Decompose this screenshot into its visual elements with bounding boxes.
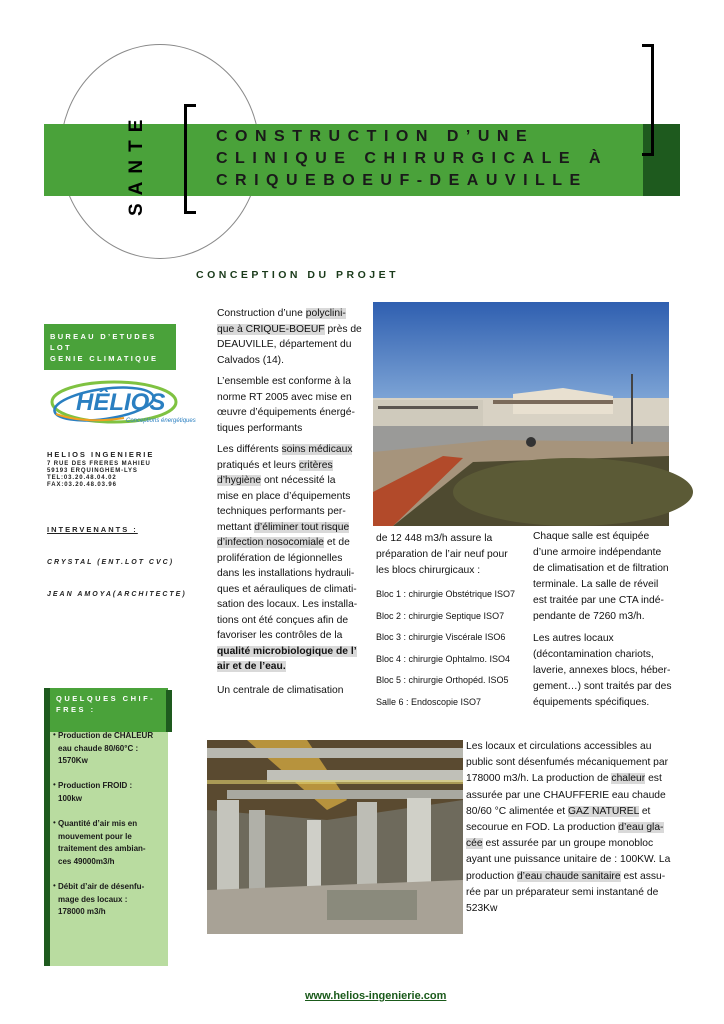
text-run: 178000 m3/h. La production de bbox=[466, 773, 612, 785]
highlight-text: d’eau gla- bbox=[618, 822, 664, 834]
column-2 bbox=[376, 531, 528, 579]
figure-line: ces 49000m3/h bbox=[58, 856, 115, 866]
text-run: gement…) sont traités par des bbox=[533, 681, 672, 692]
column-3 bbox=[533, 529, 681, 717]
paragraph bbox=[533, 631, 681, 711]
text-run: et bbox=[638, 805, 651, 817]
intervenant-item: JEAN AMOYA(ARCHITECTE) bbox=[47, 591, 187, 598]
text-line bbox=[466, 869, 680, 885]
text-line: préparation de l’air neuf pour bbox=[376, 549, 508, 560]
highlight-text: GAZ NATUREL bbox=[568, 805, 639, 817]
text-run: ques et aérauliques de climati- bbox=[217, 583, 357, 595]
text-run: équipements spécifiques. bbox=[533, 697, 650, 708]
vertical-label-text: SANTE bbox=[126, 111, 147, 216]
text-line bbox=[466, 804, 680, 820]
phone: TEL:03.20.48.04.02 bbox=[47, 475, 117, 481]
text-run: Chaque salle est équipée bbox=[533, 531, 650, 542]
address-line: 7 RUE DES FRERES MAHIEU bbox=[47, 461, 151, 467]
highlight-text: critères bbox=[298, 459, 333, 471]
clinic-photo-image bbox=[373, 302, 669, 526]
bottom-paragraph bbox=[466, 739, 680, 917]
text-line bbox=[466, 739, 680, 755]
paragraph bbox=[533, 529, 681, 625]
bureau-line: LOT bbox=[50, 343, 72, 352]
figures-title: QUELQUES CHIF- bbox=[56, 694, 156, 703]
text-run: laverie, annexes blocs, héber- bbox=[533, 665, 671, 676]
logo-tagline: Conceptions énergétiques bbox=[126, 418, 196, 424]
text-line bbox=[466, 885, 680, 901]
bullet-icon: • bbox=[53, 818, 56, 827]
text-run: pratiqués et leurs bbox=[217, 459, 299, 471]
text-run: production bbox=[466, 870, 517, 882]
figure-line: Quantité d’air mis en bbox=[58, 819, 138, 828]
text-run: (décontamination chariots, bbox=[533, 649, 654, 660]
figure-line: mouvement pour le bbox=[58, 831, 132, 841]
figures-title: FRES : bbox=[56, 705, 96, 714]
text-run: pendante de 7260 m3/h. bbox=[533, 611, 645, 622]
text-run: dans les installations hydrauli- bbox=[217, 568, 355, 579]
text-run: ont nécessité la bbox=[261, 475, 336, 486]
highlight-text: qualité microbiologique de l’ bbox=[217, 645, 357, 657]
text-run: près de bbox=[324, 323, 362, 335]
text-run: public sont désenfumés mécaniquement par bbox=[466, 757, 669, 769]
highlight-text: d’hygiène bbox=[217, 475, 262, 486]
bloc-item: Bloc 2 : chirurgie Septique ISO7 bbox=[376, 611, 505, 621]
text-run: est bbox=[645, 773, 662, 785]
section-title: CONCEPTION DU PROJET bbox=[196, 269, 400, 281]
text-line bbox=[466, 788, 680, 804]
highlight-text: d’eau chaude sanitaire bbox=[516, 870, 621, 882]
figure-line: traitement des ambian- bbox=[58, 844, 146, 853]
figure-line: eau chaude 80/60°C : bbox=[58, 743, 139, 753]
text-run: rée par un préparateur semi instantané de bbox=[466, 886, 659, 898]
text-run: sation des locaux. Les installa- bbox=[217, 599, 358, 610]
clinic-exterior-photo bbox=[373, 302, 669, 526]
helios-logo bbox=[44, 374, 196, 434]
text-line bbox=[466, 836, 680, 852]
figure-line: mage des locaux : bbox=[58, 894, 128, 904]
text-run: 523Kw bbox=[466, 903, 498, 915]
title-line-2: CLINIQUE CHIRURGICALE À bbox=[216, 150, 609, 167]
logo-name: HÊLIOS bbox=[76, 389, 166, 416]
text-line bbox=[466, 852, 680, 868]
text-line bbox=[466, 820, 680, 836]
text-run: tiques performants bbox=[217, 422, 303, 434]
text-run: tions ont été conçues afin de bbox=[217, 614, 349, 626]
text-run: est assu- bbox=[620, 870, 666, 882]
highlight-text: d’infection nosocomiale bbox=[217, 537, 325, 548]
figure-item bbox=[58, 780, 168, 805]
company-name: HELIOS INGENIERIE bbox=[47, 450, 155, 459]
text-run: Les locaux et circulations accessibles au bbox=[466, 741, 652, 752]
text-run: mise en place d’équipements bbox=[217, 490, 351, 502]
text-line bbox=[466, 755, 680, 771]
text-run: 80/60 °C alimentée et bbox=[466, 805, 568, 817]
text-line bbox=[466, 901, 680, 917]
text-run: Calvados (14). bbox=[217, 354, 284, 366]
figure-line: Débit d’air de désenfu- bbox=[58, 882, 145, 891]
text-line: les blocs chirurgicaux : bbox=[376, 565, 481, 576]
highlight-text: air et de l’eau. bbox=[217, 661, 286, 672]
figure-line: Production FROID : bbox=[58, 781, 133, 790]
column-1 bbox=[217, 306, 365, 704]
bloc-item: Salle 6 : Endoscopie ISO7 bbox=[376, 697, 482, 707]
highlight-text: que à CRIQUE-BOEUF bbox=[217, 323, 325, 335]
title-line-1: CONSTRUCTION D’UNE bbox=[216, 128, 535, 145]
technical-room-photo bbox=[207, 740, 463, 934]
text-run: terminale. La salle de réveil bbox=[533, 579, 659, 590]
highlight-text: soins médicaux bbox=[281, 444, 353, 455]
figures-header-accent bbox=[166, 690, 172, 732]
figure-line: Production de CHALEUR bbox=[58, 731, 154, 740]
text-run: secourue en FOD. La production bbox=[466, 822, 619, 834]
title-line-3: CRIQUEBOEUF-DEAUVILLE bbox=[216, 172, 588, 189]
fax: FAX:03.20.48.03.96 bbox=[47, 482, 117, 488]
bureau-box bbox=[44, 324, 176, 370]
text-run: prolifération de légionnelles bbox=[217, 552, 343, 564]
text-run: assurée par une CHAUFFERIE eau chaude bbox=[466, 789, 666, 801]
text-run: DEAUVILLE, département du bbox=[217, 339, 352, 350]
bloc-item: Bloc 3 : chirurgie Viscérale ISO6 bbox=[376, 632, 506, 642]
text-run: Construction d’une bbox=[217, 308, 306, 319]
text-run: Les différents bbox=[217, 444, 282, 455]
paragraph: Un centrale de climatisation bbox=[217, 684, 344, 696]
text-run: favoriser les contrôles de la bbox=[217, 630, 343, 641]
figure-line: 100kw bbox=[58, 793, 83, 803]
text-run: Les autres locaux bbox=[533, 633, 614, 644]
text-line bbox=[466, 771, 680, 787]
figure-item bbox=[58, 818, 168, 868]
bullet-icon: • bbox=[53, 780, 56, 789]
bloc-item: Bloc 1 : chirurgie Obstétrique ISO7 bbox=[376, 589, 516, 599]
figure-item bbox=[58, 881, 168, 919]
text-run: d’une armoire indépendante bbox=[533, 547, 662, 558]
figure-line: 1570Kw bbox=[58, 756, 88, 765]
bullet-icon: • bbox=[53, 881, 56, 890]
paragraph bbox=[217, 374, 365, 436]
address-line: 59193 ERQUINGHEM-LYS bbox=[47, 468, 138, 474]
paragraph bbox=[217, 442, 365, 675]
highlight-text: polyclini- bbox=[305, 308, 346, 319]
bureau-line: GENIE CLIMATIQUE bbox=[50, 354, 159, 363]
vertical-label bbox=[108, 108, 156, 220]
figures-header bbox=[50, 688, 168, 732]
intervenants-label: INTERVENANTS : bbox=[47, 525, 138, 534]
highlight-text: cée bbox=[466, 838, 483, 850]
text-run: de climatisation et de filtration bbox=[533, 563, 669, 574]
text-run: est assurée par un groupe monobloc bbox=[482, 838, 654, 850]
left-bracket bbox=[184, 104, 196, 214]
bloc-item: Bloc 4 : chirurgie Ophtalmo. ISO4 bbox=[376, 654, 511, 664]
text-line: de 12 448 m3/h assure la bbox=[376, 533, 493, 544]
website-link[interactable]: www.helios-ingenierie.com bbox=[305, 990, 447, 1002]
right-bracket bbox=[642, 44, 654, 156]
text-run: L’ensemble est conforme à la bbox=[217, 376, 351, 387]
figure-line: 178000 m3/h bbox=[58, 907, 106, 916]
text-run: œuvre d’équipements énergé- bbox=[217, 407, 355, 418]
highlight-text: chaleur bbox=[611, 773, 646, 785]
bullet-icon: • bbox=[53, 730, 56, 739]
highlight-text: d’éliminer tout risque bbox=[254, 521, 350, 533]
text-run: norme RT 2005 avec mise en bbox=[217, 391, 352, 403]
text-run: mettant bbox=[217, 521, 255, 533]
text-run: ayant une puissance unitaire de : 100KW. La bbox=[466, 854, 671, 866]
paragraph bbox=[217, 306, 365, 368]
text-run: et de bbox=[324, 537, 350, 548]
logo-swoosh-icon bbox=[44, 374, 196, 434]
intervenant-item: CRYSTAL (ENT.LOT CVC) bbox=[47, 559, 175, 566]
text-run: techniques performants per- bbox=[217, 506, 346, 517]
figure-item bbox=[58, 730, 168, 768]
text-run: est traitée par une CTA indé- bbox=[533, 595, 664, 606]
bureau-line: BUREAU D’ETUDES bbox=[50, 332, 157, 341]
technical-room-image bbox=[207, 740, 463, 934]
bloc-item: Bloc 5 : chirurgie Orthopéd. ISO5 bbox=[376, 675, 509, 685]
